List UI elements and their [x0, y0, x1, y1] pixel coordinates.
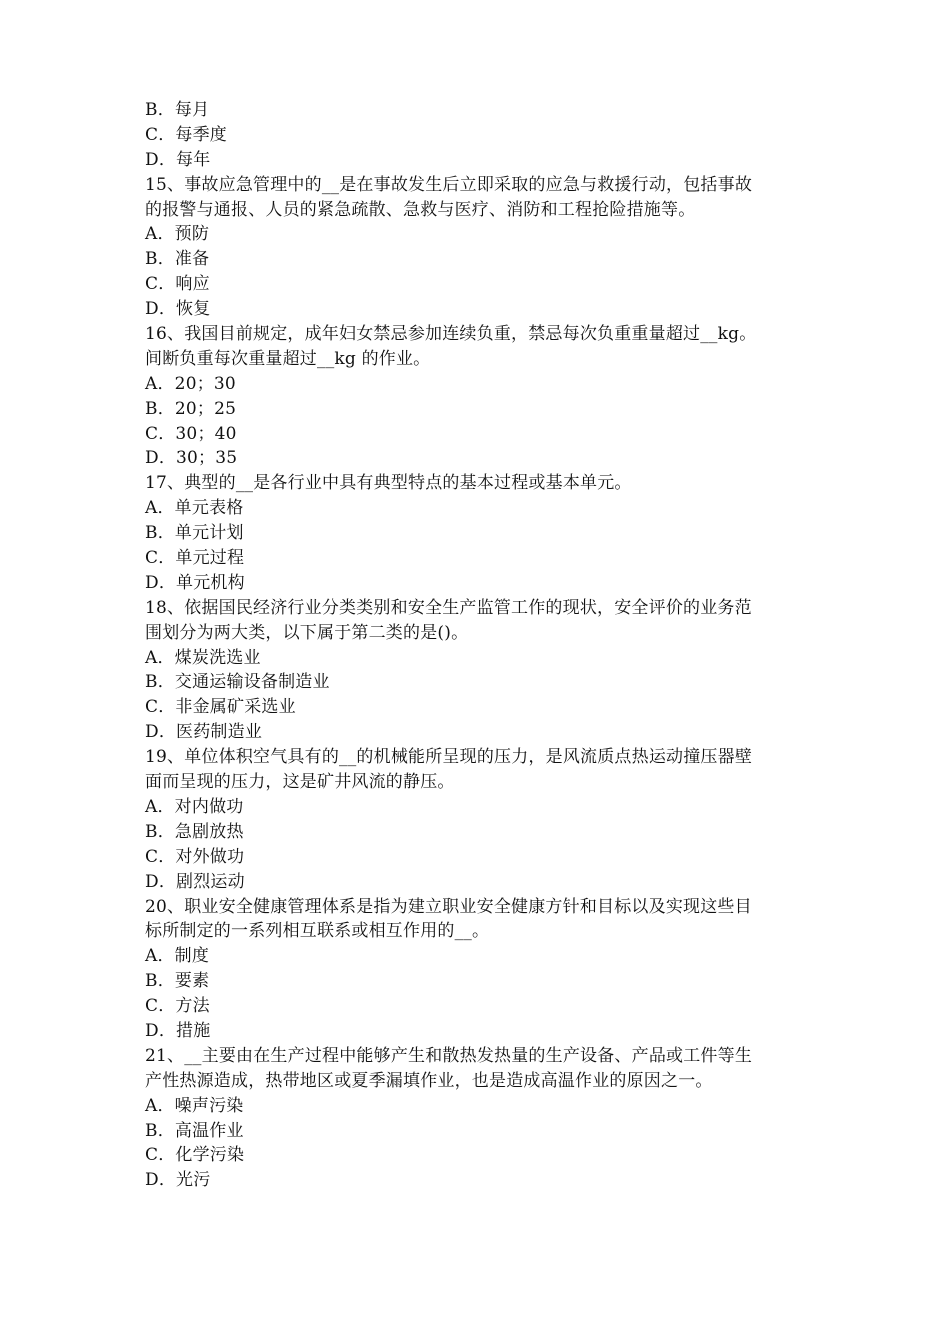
- answer-option: B．高温作业: [145, 1120, 244, 1141]
- question-text-line: 面而呈现的压力，这是矿井风流的静压。: [145, 772, 455, 793]
- question-text-line: 15、事故应急管理中的__是在事故发生后立即采取的应急与救援行动，包括事故: [145, 174, 753, 195]
- question-text-line: 围划分为两大类，以下属于第二类的是()。: [145, 622, 469, 643]
- question-text-line: 产性热源造成，热带地区或夏季漏填作业，也是造成高温作业的原因之一。: [145, 1070, 713, 1091]
- answer-option: B．每月: [145, 100, 210, 120]
- answer-option: B．急剧放热: [145, 821, 244, 842]
- question-text-line: 的报警与通报、人员的紧急疏散、急救与医疗、消防和工程抢险措施等。: [145, 199, 696, 220]
- answer-option: D．单元机构: [145, 572, 245, 593]
- answer-option: A．煤炭洗选业: [145, 647, 261, 668]
- question-text-line: 21、__主要由在生产过程中能够产生和散热发热量的生产设备、产品或工件等生: [145, 1045, 753, 1066]
- question-text-line: 标所制定的一系列相互联系或相互作用的__。: [145, 921, 490, 942]
- question-text-line: 间断负重每次重量超过__kg 的作业。: [145, 348, 431, 369]
- answer-option: B．准备: [145, 249, 210, 270]
- answer-option: C．化学污染: [145, 1145, 245, 1166]
- answer-option: D．每年: [145, 149, 211, 170]
- answer-option: D．剧烈运动: [145, 871, 245, 892]
- answer-option: A．单元表格: [145, 498, 244, 519]
- answer-option: B．要素: [145, 971, 210, 992]
- answer-option: C．对外做功: [145, 846, 245, 867]
- answer-option: C．方法: [145, 996, 210, 1017]
- question-text-line: 16、我国目前规定，成年妇女禁忌参加连续负重，禁忌每次负重重量超过__kg。: [145, 324, 757, 345]
- answer-option: B．交通运输设备制造业: [145, 672, 330, 693]
- answer-option: C．30；40: [145, 423, 237, 444]
- answer-option: C．每季度: [145, 124, 228, 145]
- question-text-line: 18、依据国民经济行业分类类别和安全生产监管工作的现状，安全评价的业务范: [145, 597, 752, 618]
- answer-option: D．医药制造业: [145, 722, 263, 743]
- answer-option: A．预防: [145, 224, 210, 245]
- answer-option: C．响应: [145, 274, 210, 295]
- answer-option: B．单元计划: [145, 523, 244, 544]
- answer-option: A．对内做功: [145, 796, 244, 817]
- answer-option: D．30；35: [145, 448, 238, 469]
- question-text-line: 19、单位体积空气具有的__的机械能所呈现的压力，是风流质点热运动撞压器壁: [145, 747, 753, 768]
- answer-option: A．噪声污染: [145, 1095, 244, 1116]
- answer-option: B．20；25: [145, 398, 237, 419]
- answer-option: D．措施: [145, 1020, 211, 1041]
- answer-option: A．制度: [145, 946, 210, 967]
- answer-option: C．非金属矿采选业: [145, 697, 296, 718]
- question-text-line: 17、典型的__是各行业中具有典型特点的基本过程或基本单元。: [145, 473, 632, 494]
- answer-option: A．20；30: [145, 373, 236, 394]
- exam-question-list: [145, 98, 815, 1193]
- answer-option: D．光污: [145, 1170, 211, 1191]
- question-text-line: 20、职业安全健康管理体系是指为建立职业安全健康方针和目标以及实现这些目: [145, 896, 752, 917]
- answer-option: C．单元过程: [145, 548, 245, 569]
- answer-option: D．恢复: [145, 299, 211, 320]
